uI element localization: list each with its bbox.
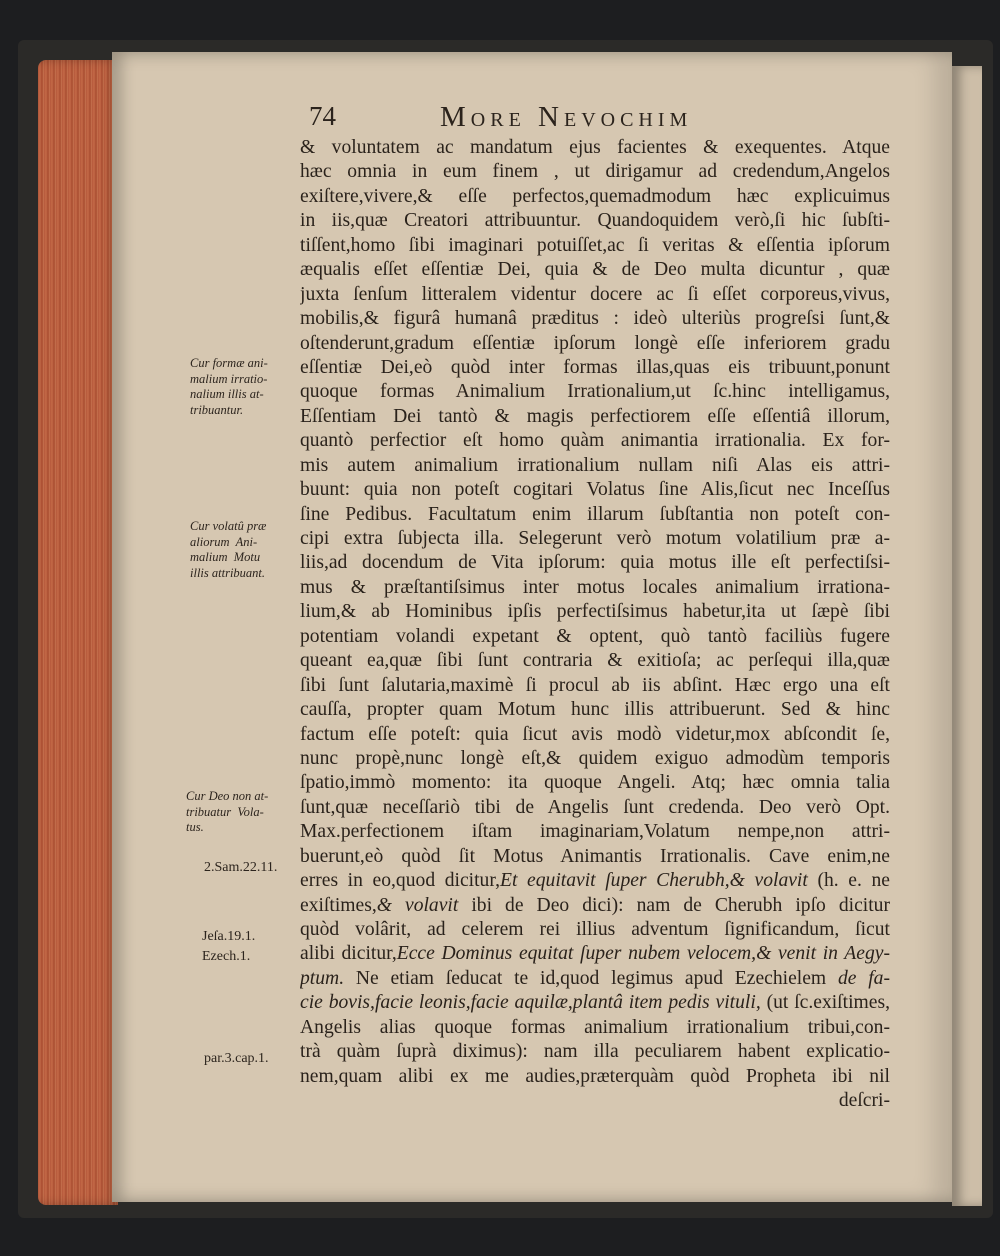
text: ſibi ſunt ſalutaria,maximè ſi procul ab iis abſint. Hæc ergo una eſt [300, 674, 890, 696]
page-edges [38, 60, 118, 1205]
text: lium,& ab Hominibus ipſis perfectiſsimus habetur,ita ut ſæpè ſibi [300, 601, 890, 623]
text-line [300, 747, 890, 771]
text-line [300, 283, 890, 307]
text-line [300, 1065, 890, 1089]
text-line [300, 698, 890, 722]
text: Eſſentiam Dei tantò & magis perfectiorem eſſe eſſentiâ illorum, [300, 405, 890, 427]
text-line [300, 332, 890, 356]
text: æqualis eſſet eſſentiæ Dei, quia & de Deo multa dicuntur , quæ [300, 259, 890, 281]
text: exiſtimes, [300, 894, 377, 916]
text-line [300, 136, 890, 160]
text: potentiam volandi expetant & optent, quò tantò faciliùs fugere [300, 625, 890, 647]
text: mus & præſtantiſsimus inter motus locales animalium irrationa- [300, 576, 890, 598]
text: (h. e. ne [807, 870, 890, 892]
text-line [300, 1040, 890, 1064]
text: factum eſſe poteſt: quia ſicut avis modò videtur,mox abſcondit ſe, [300, 723, 890, 745]
text-line [300, 796, 890, 820]
margin-ref-ezechiel: Ezech.1. [202, 949, 251, 964]
text-line [300, 527, 890, 551]
margin-ref-par: par.3.cap.1. [204, 1051, 269, 1066]
text: tiſſent,homo ſibi imaginari potuiſſet,ac ſi veritas & eſſentia ipſorum [300, 234, 890, 256]
text-line [300, 478, 890, 502]
text: Angelis alias quoque formas animalium irrationalium tribui,con- [300, 1016, 890, 1038]
text-line [300, 869, 890, 893]
page-number: 74 [309, 101, 336, 131]
text: liis,ad docendum de Vita ipſorum: quia motus ille eſt perfectiſsi- [300, 552, 890, 574]
text-line [300, 918, 890, 942]
text: nunc propè,nunc longè eſt,& quidem exiguo admodùm temporis [300, 747, 890, 769]
text: deſcri- [838, 1090, 890, 1112]
text-line [300, 258, 890, 282]
text-line [300, 991, 890, 1015]
italic-text: & volavit [376, 894, 459, 916]
margin-ref-samuel: 2.Sam.22.11. [204, 860, 278, 875]
text: juxta ſenſum litteralem videntur docere ac ſi eſſet corporeus,vivus, [300, 283, 890, 305]
text: ibi de Deo dici): nam de Cherubh ipſo dicitur [458, 894, 890, 916]
text-line [300, 894, 890, 918]
text-line [300, 649, 890, 673]
text: ſine Pedibus. Facultatum enim illarum ſubſtantia non poteſt con- [300, 503, 890, 525]
margin-note-flight: Cur volatû præ aliorum Ani- malium Motu illis attribuant. [190, 519, 267, 580]
text: & voluntatem ac mandatum ejus facientes & exequentes. Atque [300, 137, 890, 158]
text: eſſentiæ Dei,eò quòd inter formas illas,quas eis tribuunt,ponunt [300, 356, 890, 378]
text-line [300, 820, 890, 844]
italic-text: cie bovis,facie leonis,facie aquilæ,plantâ item pedis vituli, [300, 992, 761, 1014]
text: trà quàm ſuprà diximus): nam illa peculiarem habent explicatio- [300, 1041, 890, 1063]
text: queant ea,quæ ſibi ſunt contraria & exitioſa; ac perſequi illa,quæ [300, 650, 890, 672]
italic-text: Ecce Dominus equitat ſuper nubem velocem,& venit in Aegy- [396, 943, 890, 965]
text: buunt: quia non poteſt cogitari Volatus ſine Alis,ſicut nec Inceſſus [300, 479, 890, 501]
text-line [300, 160, 890, 184]
text: ſunt,quæ neceſſariò tibi de Angelis ſunt credenda. Deo verò Opt. [300, 796, 890, 818]
text-line [300, 454, 890, 478]
facing-page-edge [952, 66, 982, 1206]
text: buerunt,eò quòd ſit Motus Animantis Irrationalis. Cave enim,ne [300, 845, 890, 867]
text: Ne etiam ſeducat te id,quod legimus apud Ezechielem [344, 967, 838, 989]
text: alibi dicitur, [300, 943, 397, 965]
italic-text: Et equitavit ſuper Cherubh,& volavit [500, 870, 808, 892]
text-line [300, 771, 890, 795]
text-line [300, 185, 890, 209]
text-line [300, 1089, 890, 1113]
italic-text: ptum. [300, 967, 345, 989]
text: erres in eo,quod dicitur, [300, 870, 500, 892]
text-line [300, 429, 890, 453]
margin-ref-jesaja: Jeſa.19.1. [202, 929, 256, 944]
text: mobilis,& figurâ humanâ præditus : ideò ulteriùs progreſsi ſunt,& [300, 308, 890, 330]
italic-text: de fa- [837, 967, 890, 989]
margin-note-forms: Cur formæ ani- malium irratio- nalium illis at- tribuantur. [190, 356, 268, 417]
text-line [300, 600, 890, 624]
text: quoque formas Animalium Irrationalium,ut ſc.hinc intelligamus, [300, 381, 890, 403]
text-line [300, 674, 890, 698]
text-line [300, 551, 890, 575]
text: quantò perfectior eſt homo quàm animantia irrationalia. Ex for- [300, 430, 890, 452]
text-line [300, 723, 890, 747]
text: quòd volârit, ad celerem rei illius adventum ſignificandum, ſicut [300, 919, 890, 940]
text: cauſſa, propter quam Motum hunc illis attribuerunt. Sed & hinc [300, 699, 890, 721]
text: nem,quam alibi ex me audies,præterquàm quòd Propheta ibi nil [300, 1065, 890, 1087]
text-line [300, 845, 890, 869]
text-line [300, 967, 890, 991]
text-line [300, 356, 890, 380]
text-line [300, 1016, 890, 1040]
text: mis autem animalium irrationalium nullam niſi Alas eis attri- [300, 454, 890, 476]
running-title: More Nevochim [440, 101, 693, 133]
text-line [300, 503, 890, 527]
text: exiſtere,vivere,& eſſe perfectos,quemadmodum hæc explicuimus [300, 185, 890, 207]
text-line [300, 234, 890, 258]
page-header [0, 101, 1000, 135]
text-line [300, 209, 890, 233]
text-line [300, 942, 890, 966]
text: in iis,quæ Creatori attribuuntur. Quandoquidem verò,ſi hic ſubſti- [300, 210, 890, 232]
text: (ut ſc.exiſtimes, [760, 992, 890, 1014]
text-line [300, 380, 890, 404]
text-line [300, 307, 890, 331]
body-text [300, 136, 890, 1114]
text: cipi extra ſubjecta illa. Selegerunt verò motum volatilium præ a- [300, 528, 890, 549]
text: hæc omnia in eum finem , ut dirigamur ad credendum,Angelos [300, 161, 890, 183]
text-line [300, 576, 890, 600]
margin-note-god-flight: Cur Deo non at- tribuatur Vola- tus. [186, 789, 269, 835]
text: oſtenderunt,gradum eſſentiæ ipſorum longè eſſe inferiorem gradu [300, 332, 890, 354]
text: Max.perfectionem iſtam imaginariam,Volatum nempe,non attri- [300, 821, 890, 843]
text-line [300, 405, 890, 429]
text-line [300, 625, 890, 649]
text: ſpatio,immò momento: ita quoque Angeli. Atq; hæc omnia talia [300, 772, 890, 794]
